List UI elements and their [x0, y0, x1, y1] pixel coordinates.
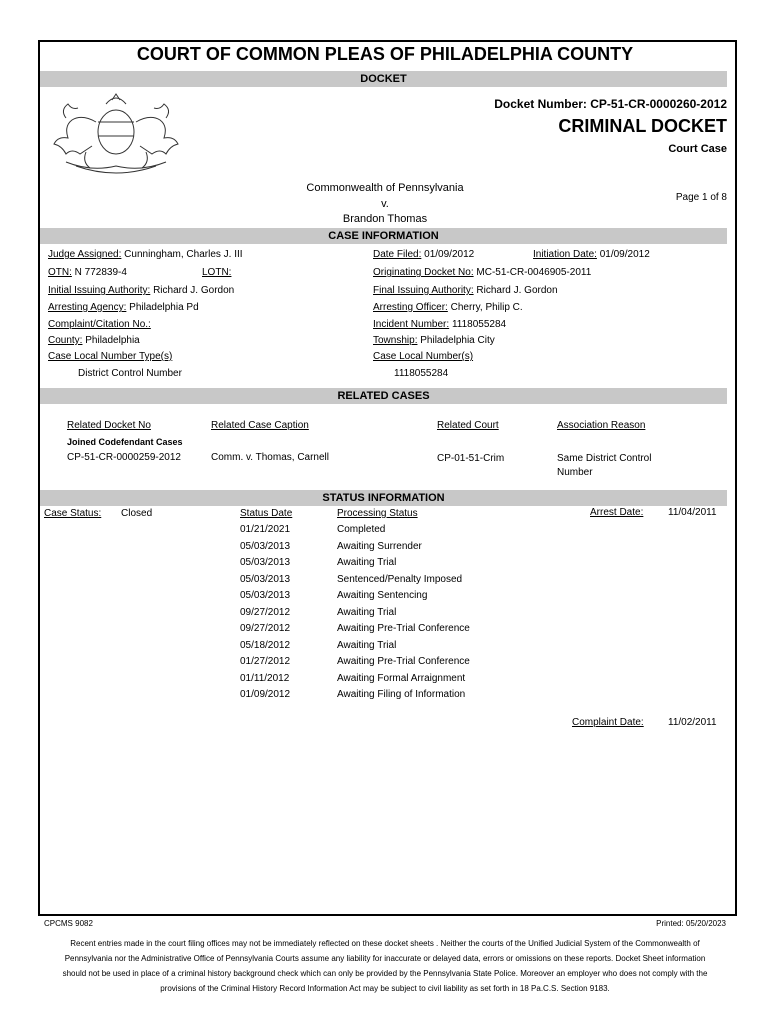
- initial-authority-label: Initial Issuing Authority:: [48, 285, 151, 296]
- incident-number-label: Incident Number:: [373, 319, 450, 330]
- related-cases-header: RELATED CASES: [40, 388, 727, 404]
- final-authority-value: Richard J. Gordon: [476, 285, 558, 296]
- judge-row: [48, 249, 243, 260]
- processing-status-cell: Awaiting Filing of Information: [337, 689, 466, 700]
- processing-status-cell: Awaiting Sentencing: [337, 590, 428, 601]
- processing-status-cell: Awaiting Trial: [337, 639, 397, 651]
- association-reason-line1: Same District Control: [557, 453, 652, 464]
- related-caption-header: Related Case Caption: [211, 420, 309, 431]
- page-indicator: Page 1 of 8: [675, 192, 727, 203]
- status-date-cell: 01/27/2012: [240, 656, 291, 667]
- local-number-value: 1118055284: [394, 368, 449, 379]
- status-date-cell: 09/27/2012: [240, 606, 291, 618]
- initial-authority-row: [48, 285, 234, 296]
- initiation-date-label: Initiation Date:: [533, 249, 597, 260]
- status-date-cell: 05/18/2012: [240, 639, 291, 651]
- caption-versus: v.: [381, 198, 389, 210]
- initiation-date-row: [533, 249, 650, 260]
- arresting-agency-value: Philadelphia Pd: [129, 302, 199, 313]
- originating-docket-label: Originating Docket No:: [373, 267, 474, 278]
- status-date-cell: 09/27/2012: [240, 623, 291, 634]
- case-information-header: CASE INFORMATION: [40, 228, 727, 244]
- local-number-type-label: Case Local Number Type(s): [48, 351, 173, 362]
- judge-value: Cunningham, Charles J. III: [124, 249, 243, 260]
- case-status-label: Case Status:: [44, 508, 102, 519]
- arresting-agency-label: Arresting Agency:: [48, 302, 127, 313]
- date-filed-value: 01/09/2012: [424, 249, 475, 260]
- arresting-agency-row: [48, 302, 199, 313]
- docket-type: CRIMINAL DOCKET: [558, 116, 727, 136]
- status-date-cell: 01/21/2021: [240, 524, 291, 535]
- caption-defendant: Brandon Thomas: [342, 213, 428, 225]
- status-date-cell: 01/11/2012: [240, 672, 290, 684]
- originating-docket-value: MC-51-CR-0046905-2011: [476, 267, 592, 278]
- complaint-date-label: Complaint Date:: [572, 717, 644, 728]
- otn-value: N 772839-4: [74, 267, 127, 278]
- caption-plaintiff: Commonwealth of Pennsylvania: [306, 182, 464, 194]
- association-reason-line2: Number: [557, 467, 593, 478]
- related-caption-value: Comm. v. Thomas, Carnell: [211, 452, 329, 463]
- processing-status-header: Processing Status: [337, 508, 418, 519]
- final-authority-row: [373, 285, 558, 296]
- township-label: Township:: [373, 335, 418, 346]
- status-information-header: STATUS INFORMATION: [40, 490, 727, 506]
- court-title: COURT OF COMMON PLEAS OF PHILADELPHIA COUNTY: [136, 44, 634, 64]
- initiation-date-value: 01/09/2012: [599, 249, 650, 260]
- status-date-cell: 05/03/2013: [240, 590, 291, 601]
- status-date-cell: 01/09/2012: [240, 689, 291, 700]
- arrest-date-value: 11/04/2011: [668, 507, 717, 518]
- status-date-header: Status Date: [240, 508, 293, 519]
- status-date-cell: 05/03/2013: [240, 573, 291, 585]
- case-kind: Court Case: [668, 143, 727, 155]
- county-label: County:: [48, 335, 83, 346]
- processing-status-cell: Awaiting Pre-Trial Conference: [337, 623, 470, 634]
- processing-status-cell: Awaiting Trial: [337, 557, 397, 568]
- otn-label: OTN:: [48, 267, 72, 278]
- processing-status-cell: Awaiting Trial: [337, 606, 397, 618]
- complaint-citation-label: Complaint/Citation No.:: [48, 319, 151, 330]
- originating-docket-row: [373, 267, 591, 278]
- processing-status-cell: Awaiting Pre-Trial Conference: [337, 656, 470, 667]
- township-row: [373, 335, 495, 346]
- docket-bar: DOCKET: [40, 71, 727, 87]
- county-row: [48, 335, 140, 346]
- complaint-date-value: 11/02/2011: [668, 717, 717, 728]
- processing-status-cell: Sentenced/Penalty Imposed: [337, 573, 463, 585]
- lotn-label: LOTN:: [202, 267, 232, 278]
- arrest-date-label: Arrest Date:: [590, 507, 644, 518]
- local-number-type-value: District Control Number: [78, 368, 182, 379]
- arresting-officer-row: [373, 302, 523, 313]
- related-court-value: CP-01-51-Crim: [437, 453, 505, 464]
- association-reason-header: Association Reason: [557, 420, 646, 431]
- county-value: Philadelphia: [85, 335, 140, 346]
- initial-authority-value: Richard J. Gordon: [153, 285, 235, 296]
- township-value: Philadelphia City: [420, 335, 495, 346]
- date-filed-row: [373, 249, 474, 260]
- related-docket-header: Related Docket No: [67, 420, 151, 431]
- incident-number-row: [373, 319, 506, 330]
- local-number-label: Case Local Number(s): [373, 351, 474, 362]
- form-code: CPCMS 9082: [44, 919, 93, 928]
- related-court-header: Related Court: [437, 420, 499, 431]
- processing-status-cell: Awaiting Surrender: [337, 540, 422, 552]
- judge-label: Judge Assigned:: [48, 249, 122, 260]
- printed-date: Printed: 05/20/2023: [656, 919, 726, 928]
- disclaimer-text: Recent entries made in the court filing offices may not be immediately reflected on these docket sheets . Neither the courts of the Unified Judicial System of the Commonwealth of Pennsylvania nor the Administrative Office of Pennsylvania Courts assume any liability for inaccurate or delayed data, errors or omissions on these reports. Docket Sheet information should not be used in place of a criminal history background check which can only be provided by the Pennsylvania State Police. Moreover an employer who does not comply with the provisions of the Criminal History Record Information Act may be subject to civil liability as set forth in 18 Pa.C.S. Section 9183.: [62, 939, 708, 993]
- status-date-cell: 05/03/2013: [240, 557, 291, 568]
- otn-row: [48, 267, 127, 278]
- related-docket-value: CP-51-CR-0000259-2012: [67, 452, 181, 463]
- date-filed-label: Date Filed:: [373, 249, 422, 260]
- incident-number-value: 1118055284: [451, 319, 507, 330]
- processing-status-cell: Completed: [337, 524, 386, 535]
- pennsylvania-seal-icon: [46, 92, 186, 176]
- arresting-officer-value: Cherry, Philip C.: [450, 302, 523, 313]
- arresting-officer-label: Arresting Officer:: [373, 302, 448, 313]
- case-status-value: Closed: [121, 508, 153, 519]
- processing-status-cell: Awaiting Formal Arraignment: [337, 672, 466, 684]
- related-group-label: Joined Codefendant Cases: [67, 437, 183, 447]
- status-date-cell: 05/03/2013: [240, 540, 291, 552]
- docket-number: Docket Number: CP-51-CR-0000260-2012: [494, 97, 727, 111]
- final-authority-label: Final Issuing Authority:: [373, 285, 474, 296]
